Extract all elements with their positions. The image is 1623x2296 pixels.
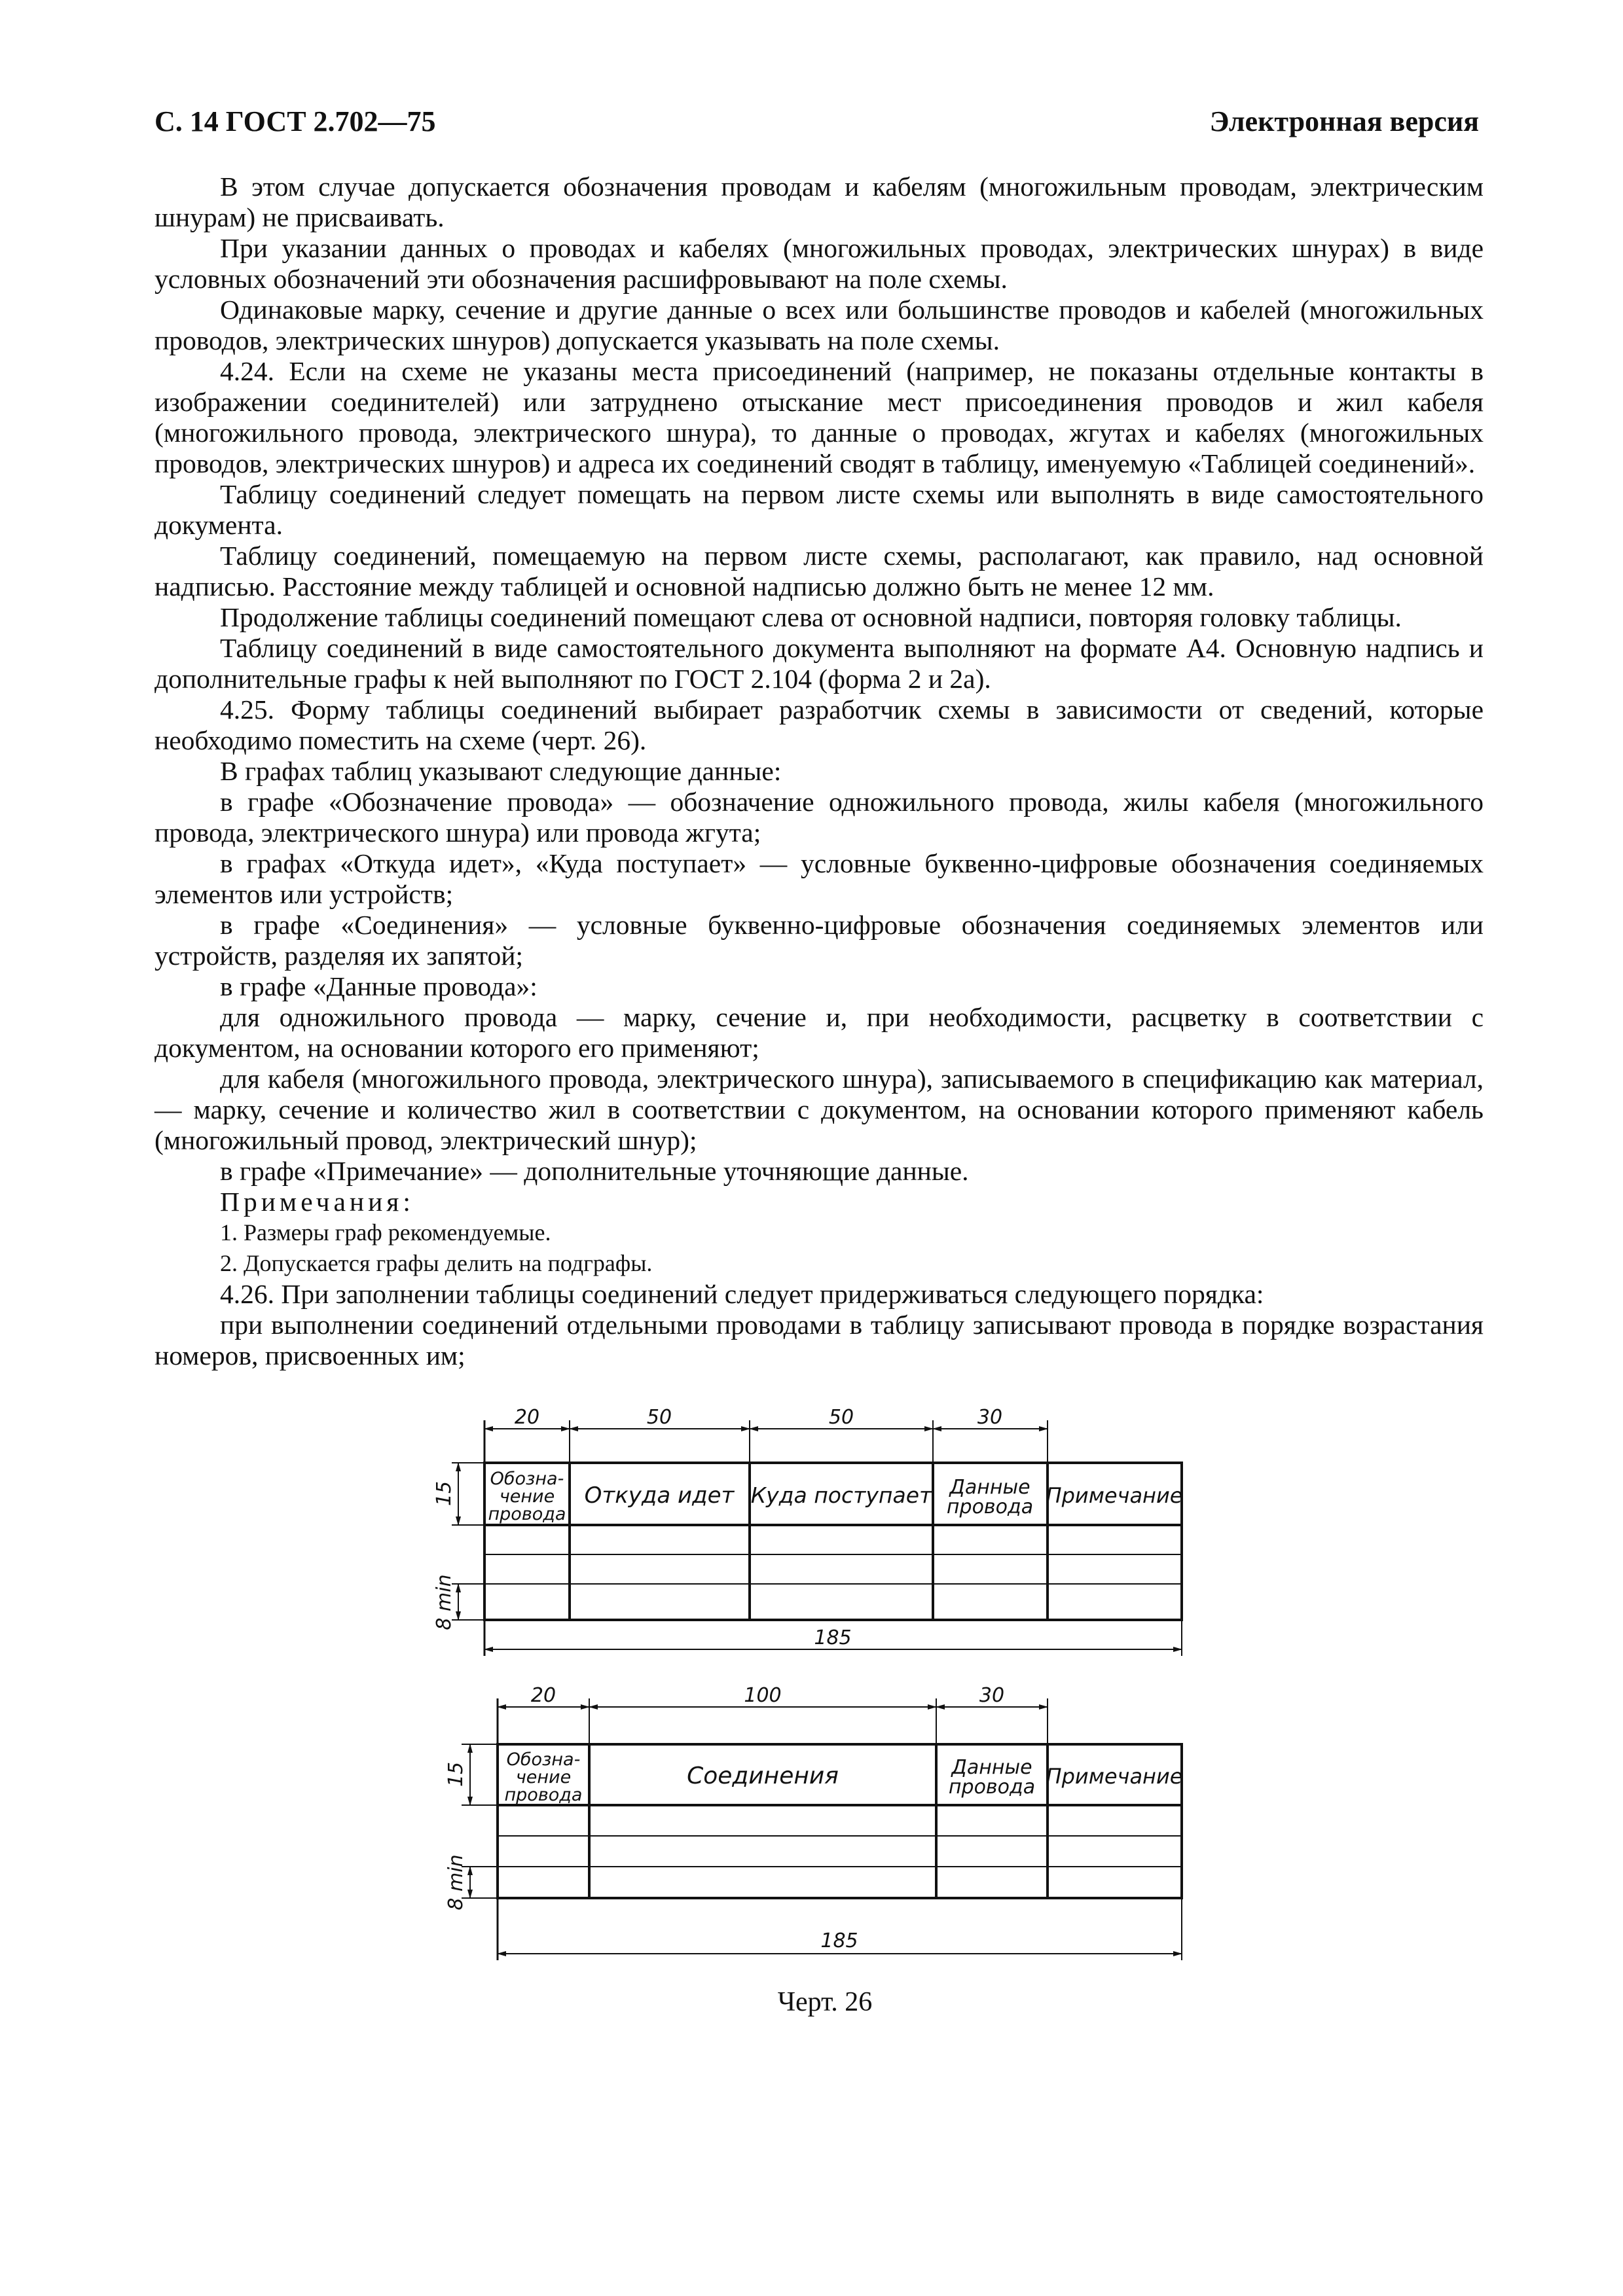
page-header-right: Электронная версия <box>1209 105 1479 137</box>
table1-col3-header: Куда поступает <box>750 1482 932 1508</box>
table2-col4-header: Примечание <box>1046 1764 1183 1789</box>
page-header-left: С. 14 ГОСТ 2.702—75 <box>155 105 436 137</box>
table1-dim-total: 185 <box>814 1626 852 1649</box>
table2-dim-col3: 30 <box>979 1684 1005 1707</box>
paragraph: при выполнении соединений отдельными проводами в таблицу записывают провода в порядке возрастания номеров, присвоенных им; <box>155 1310 1484 1371</box>
table2-form <box>462 1698 1182 1960</box>
table1-dim-height: 15 <box>433 1480 456 1507</box>
paragraph: 4.25. Форму таблицы соединений выбирает разработчик схемы в зависимости от сведений, которые необходимо поместить на схеме (черт. 26). <box>155 694 1484 755</box>
table2-dim-total: 185 <box>820 1929 858 1952</box>
table1-col1-header: провода <box>488 1504 566 1524</box>
paragraph: В этом случае допускается обозначения проводам и кабелям (многожильным проводам, электрическим шнурам) не присваивать. <box>155 171 1484 232</box>
paragraph: Таблицу соединений, помещаемую на первом листе схемы, располагают, как правило, над основной надписью. Расстояние между таблицей и основной надписью должно быть не менее 12 мм. <box>155 541 1484 601</box>
table1-col5-header: Примечание <box>1046 1483 1183 1508</box>
table2-col1-header: Обозна- <box>506 1749 581 1770</box>
table2-dim-height: 15 <box>445 1761 467 1787</box>
table2-dim-col1: 20 <box>530 1684 556 1707</box>
table2-col1-header: провода <box>504 1785 583 1805</box>
table1-col4-header: провода <box>946 1496 1034 1518</box>
table2-dim-row: 8 min <box>445 1854 467 1910</box>
paragraph: для кабеля (многожильного провода, электрического шнура), записываемого в спецификацию как материал, — марку, сечение и количество жил в соответствии с документом, на основании которого применяют кабель (многожильный провод, электрический шнур); <box>155 1064 1484 1155</box>
note-item: 2. Допускается графы делить на подграфы. <box>220 1250 653 1276</box>
paragraph: для одножильного провода — марку, сечение и, при необходимости, расцветку в соответствии с документом, на основании которого его применяют; <box>155 1002 1484 1063</box>
table1-labels <box>433 1406 1182 1649</box>
table2-col1-header: чение <box>515 1767 572 1787</box>
paragraph: в графе «Соединения» — условные буквенно-цифровые обозначения соединяемых элементов или устройств, разделяя их запятой; <box>155 910 1484 971</box>
paragraph: в графах «Откуда идет», «Куда поступает» — условные буквенно-цифровые обозначения соединяемых элементов или устройств; <box>155 848 1484 909</box>
paragraph: В графах таблиц указывают следующие данные: <box>220 756 782 786</box>
table1-dim-row: 8 min <box>433 1574 456 1630</box>
table1-col1-header: Обозна- <box>490 1469 564 1489</box>
table2-col2-header: Соединения <box>687 1763 839 1789</box>
paragraph: Таблицу соединений в виде самостоятельного документа выполняют на формате А4. Основную надпись и дополнительные графы к ней выполняют по ГОСТ 2.104 (форма 2 и 2а). <box>155 633 1484 694</box>
table1-dim-col1: 20 <box>514 1406 540 1429</box>
note-item: 1. Размеры граф рекомендуемые. <box>220 1219 551 1246</box>
paragraph: Продолжение таблицы соединений помещают слева от основной надписи, повторяя головку таблицы. <box>220 602 1402 632</box>
table2-col3-header: Данные <box>951 1756 1032 1779</box>
figure-caption: Черт. 26 <box>777 1987 873 2017</box>
paragraph: в графе «Примечание» — дополнительные уточняющие данные. <box>220 1156 969 1186</box>
paragraph: При указании данных о проводах и кабелях (многожильных проводах, электрических шнурах) в виде условных обозначений эти обозначения расшифровывают на поле схемы. <box>155 233 1484 294</box>
table1-form <box>452 1420 1182 1656</box>
table1-col4-header: Данные <box>949 1476 1030 1499</box>
table2-col3-header: провода <box>948 1776 1036 1799</box>
table1-dim-col4: 30 <box>977 1406 1003 1429</box>
paragraph: Таблицу соединений следует помещать на первом листе схемы или выполнять в виде самостоятельного документа. <box>155 479 1484 540</box>
table1-col1-header: чение <box>499 1486 555 1507</box>
paragraph: Одинаковые марку, сечение и другие данные о всех или большинстве проводов и кабелей (многожильных проводов, электрических шнуров) допускается указывать на поле схемы. <box>155 295 1484 355</box>
paragraph: в графе «Данные провода»: <box>220 971 538 1001</box>
notes-heading: Примечания: <box>220 1187 414 1217</box>
table1-col2-header: Откуда идет <box>584 1482 735 1509</box>
table1-dim-col2: 50 <box>646 1406 672 1429</box>
table2-dim-col2: 100 <box>744 1684 782 1707</box>
paragraph: в графе «Обозначение провода» — обозначение одножильного провода, жилы кабеля (многожильного провода, электрического шнура) или провода жгута; <box>155 787 1484 848</box>
paragraph: 4.24. Если на схеме не указаны места присоединений (например, не показаны отдельные контакты в изображении соединителей) или затруднено отыскание мест присоединения проводов и жил кабеля (многожильного провода, электрического шнура), то данные о проводах, жгутах и кабелях (многожильных проводов, электрических шнуров) и адреса их соединений сводят в таблицу, именуемую «Таблицей соединений». <box>155 356 1484 478</box>
table2-labels <box>445 1684 1182 1952</box>
paragraph: 4.26. При заполнении таблицы соединений следует придерживаться следующего порядка: <box>220 1279 1264 1309</box>
table1-dim-col3: 50 <box>828 1406 854 1429</box>
